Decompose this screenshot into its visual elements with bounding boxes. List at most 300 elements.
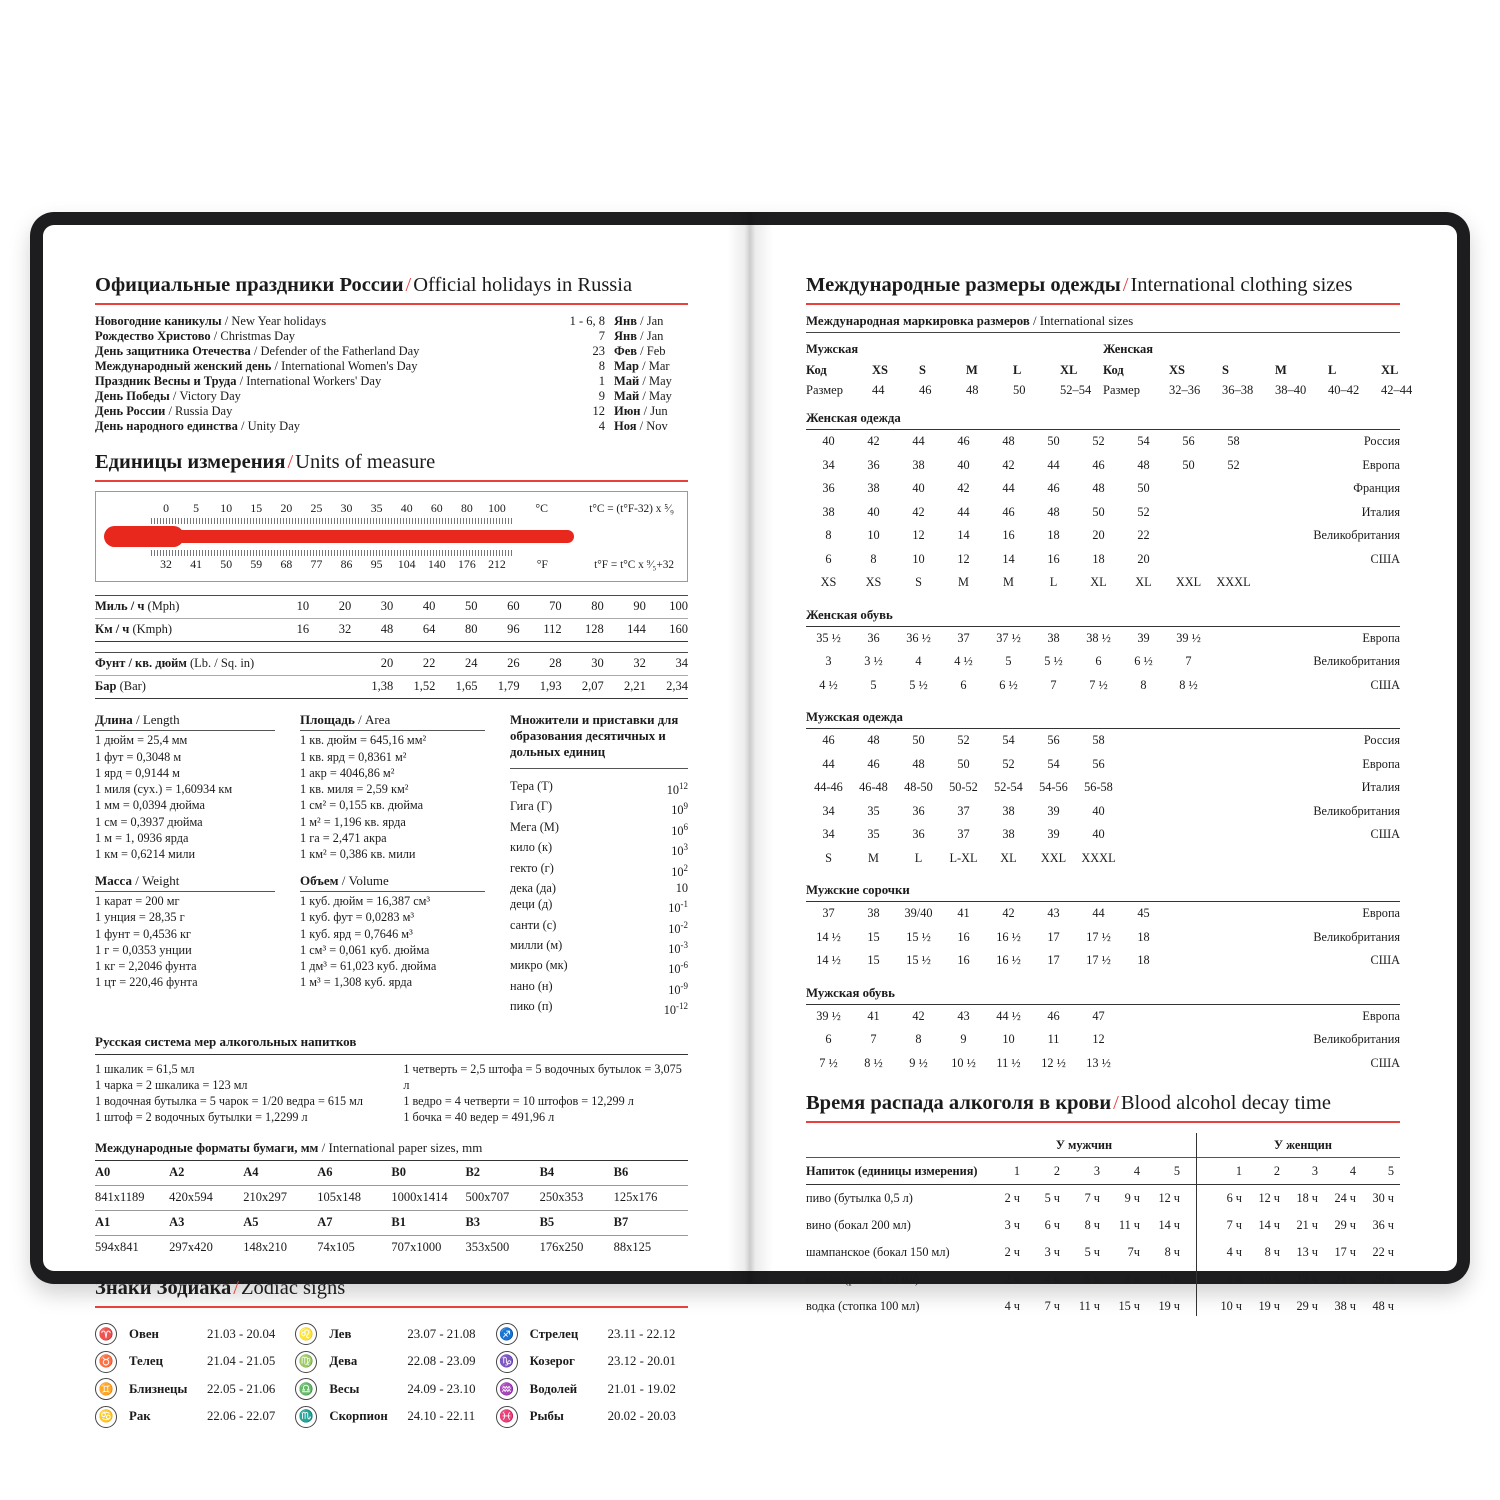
paper-format-values-row — [95, 1236, 688, 1260]
alcohol-measure-line: 1 чарка = 2 шкалика = 123 мл — [95, 1077, 248, 1092]
country-label: Италия — [1361, 780, 1400, 795]
size-cell: 50 — [1137, 481, 1150, 496]
length-list-line: 1 дюйм = 25,4 мм — [95, 733, 188, 748]
alcohol-measures-title — [95, 1034, 688, 1055]
zodiac-title — [95, 1276, 688, 1308]
paper-format-label: B3 — [465, 1215, 481, 1230]
men-hours-cell: 10 ч — [1158, 1272, 1180, 1286]
size-cell: S — [825, 850, 832, 865]
men-hours-cell: 19 ч — [1158, 1299, 1180, 1313]
clothing-title — [806, 273, 1400, 305]
men-hours-cell: 11 ч — [1118, 1218, 1140, 1232]
men-hours-cell: 8 ч — [1084, 1218, 1100, 1232]
fahrenheit-tick-marks — [151, 550, 512, 556]
women-hours-cell: 10 ч — [1220, 1299, 1242, 1313]
bar-row — [95, 676, 688, 699]
women-hours-cell: 19 ч — [1258, 1299, 1280, 1313]
clothing-size-row — [806, 1052, 1400, 1076]
zodiac-dates: 23.11 - 22.12 — [607, 1326, 676, 1341]
holiday-row — [95, 359, 688, 374]
size-cell: 18 — [1137, 953, 1150, 968]
length-mass-column — [95, 712, 300, 1019]
fahrenheit-tick-label: 50 — [220, 557, 233, 571]
zodiac-item — [95, 1375, 287, 1403]
fahrenheit-tick-label: 59 — [250, 557, 263, 571]
country-label: США — [1370, 827, 1400, 842]
decay-row — [806, 1266, 1400, 1293]
size-cell: 50-52 — [949, 780, 978, 795]
size-cell: 16 ½ — [996, 953, 1021, 968]
drink-name: водка (стопка 100 мл) — [806, 1299, 920, 1313]
clothing-size-row — [806, 571, 1400, 595]
paper-format-value: 594x841 — [95, 1240, 139, 1255]
unit-count: 4 — [1349, 1163, 1356, 1178]
celsius-tick-label: 0 — [163, 501, 169, 515]
holiday-date: 7 — [598, 329, 605, 343]
size-cell: 8 — [1140, 677, 1147, 692]
code-value: XL — [1060, 363, 1078, 377]
unit-count: 4 — [1133, 1163, 1140, 1178]
clothing-size-row — [806, 800, 1400, 824]
size-cell: 46 — [1047, 1008, 1060, 1023]
volume-list-title-ru: Объем — [300, 872, 339, 888]
prefix-exponent: 2 — [683, 862, 688, 873]
size-cell: 52-54 — [994, 780, 1023, 795]
women-hours-cell: 29 ч — [1296, 1299, 1318, 1313]
prefix-name: милли (м) — [510, 938, 563, 953]
clothing-section-label: Женская одежда — [806, 411, 1400, 430]
size-cell: 36 — [822, 481, 835, 496]
size-cell: 42 — [957, 481, 970, 496]
zodiac-item — [295, 1348, 487, 1376]
holiday-row — [95, 314, 688, 329]
size-cell: 38 — [1002, 827, 1015, 842]
zodiac-♑-icon: ♑ — [496, 1351, 518, 1373]
size-cell: 16 — [1047, 551, 1060, 566]
prefix-value: $10^{-6}$ — [668, 960, 688, 977]
size-cell: 46-48 — [859, 780, 888, 795]
clothing-section-label: Мужская одежда — [806, 710, 1400, 729]
right-page — [750, 225, 1457, 1313]
psi-row-value: 34 — [675, 656, 688, 670]
pressure-conversion-table — [95, 652, 688, 699]
size-cell: 56 — [1092, 756, 1105, 771]
clothing-size-row — [806, 501, 1400, 525]
volume-list-line: 1 дм³ = 61,023 куб. дюйма — [300, 959, 437, 974]
mass-list-line: 1 кг = 2,2046 фунта — [95, 959, 197, 974]
size-cell: 40 — [867, 504, 880, 519]
size-cell: XXL — [1040, 850, 1067, 865]
fahrenheit-tick-label: 95 — [370, 557, 383, 571]
size-cell: 15 ½ — [906, 953, 931, 968]
women-hours-cell: 22 ч — [1372, 1245, 1394, 1259]
mph-row-label: Миль / ч (Mph) — [95, 599, 180, 613]
celsius-tick-label: 40 — [400, 501, 413, 515]
bar-row-value: 1,93 — [539, 679, 562, 693]
paper-format-label: A4 — [243, 1165, 259, 1180]
prefix-exponent: -2 — [680, 919, 688, 930]
women-hours-cell: 18 ч — [1296, 1191, 1318, 1205]
size-cell: 16 — [957, 953, 970, 968]
mass-list-line: 1 фунт = 0,4536 кг — [95, 926, 191, 941]
alcohol-measures-title-ru: Русская система мер алкогольных напитков — [95, 1033, 357, 1049]
women-group-label: У женщин — [1274, 1137, 1332, 1152]
mph-row-value: 80 — [591, 599, 604, 613]
fahrenheit-tick-label: 77 — [310, 557, 323, 571]
area-list-line: 1 см² = 0,155 кв. дюйма — [300, 798, 424, 813]
prefix-row — [510, 896, 688, 916]
country-label: США — [1370, 953, 1400, 968]
men-hours-cell: 6 ч — [1044, 1218, 1060, 1232]
holidays-title — [95, 273, 688, 305]
size-cell: 50 — [912, 733, 925, 748]
zodiac-item — [295, 1320, 487, 1348]
paper-format-value: 250x353 — [539, 1190, 584, 1205]
size-cell: 46 — [1047, 481, 1060, 496]
zodiac-name: Рыбы — [529, 1409, 564, 1424]
mph-row-value: 60 — [507, 599, 520, 613]
size-cell: 8 ½ — [864, 1055, 883, 1070]
kmph-row-label: Км / ч (Kmph) — [95, 622, 173, 636]
size-value: 48 — [966, 383, 979, 397]
psi-row-label-ru: Фунт / кв. дюйм — [95, 656, 187, 670]
size-cell: 5 ½ — [909, 677, 928, 692]
holiday-month-ru: Фев — [614, 344, 638, 358]
holiday-name: Международный женский день / International Women's Day — [95, 359, 418, 373]
size-cell: M — [958, 575, 969, 590]
kmph-row-value: 144 — [627, 622, 646, 636]
mass-list-line: 1 карат = 200 мг — [95, 893, 180, 908]
length-list — [95, 712, 300, 863]
size-cell: 7 — [1185, 654, 1192, 669]
zodiac-♒-icon: ♒ — [496, 1378, 518, 1400]
alcohol-decay-title-ru: Время распада алкоголя в крови — [806, 1092, 1112, 1114]
holiday-list — [95, 314, 688, 434]
size-cell: 42 — [912, 1008, 925, 1023]
zodiac-item — [95, 1348, 287, 1376]
size-cell: XXL — [1175, 575, 1202, 590]
size-cell: XL — [1000, 850, 1017, 865]
units-title-ru: Единицы измерения — [95, 451, 286, 473]
women-hours-cell: 10 ч — [1258, 1272, 1280, 1286]
fahrenheit-unit: °F — [536, 557, 548, 571]
fahrenheit-tick-label: 176 — [458, 557, 476, 571]
size-cell: XS — [820, 575, 837, 590]
celsius-tick-label: 20 — [280, 501, 293, 515]
area-list-line: 1 га = 2,471 акра — [300, 831, 387, 846]
zodiac-item — [496, 1320, 688, 1348]
womens-marking — [1103, 339, 1413, 398]
size-cell: 46 — [957, 434, 970, 449]
psi-row-value: 24 — [464, 656, 478, 670]
size-cell: 4 — [915, 654, 922, 669]
unit-count: 3 — [1093, 1163, 1100, 1178]
prefix-exponent: -9 — [680, 980, 688, 991]
size-cell: 15 — [867, 953, 880, 968]
size-cell: 39 — [1047, 827, 1060, 842]
kmph-row-label-ru: Км / ч — [95, 622, 130, 636]
paper-format-label: A5 — [243, 1215, 259, 1230]
psi-row-value: 22 — [422, 656, 436, 670]
size-value: 50 — [1013, 383, 1026, 397]
size-cell: 14 — [1002, 551, 1015, 566]
paper-format-value: 841x1189 — [95, 1190, 145, 1205]
prefixes-title: Множители и приставки для образования десятичных и дольных единиц — [510, 713, 679, 759]
length-list-line: 1 см = 0,3937 дюйма — [95, 814, 203, 829]
fahrenheit-tick-label: 104 — [397, 557, 416, 571]
zodiac-name: Овен — [129, 1326, 159, 1341]
zodiac-name: Телец — [129, 1354, 163, 1369]
paper-format-value: 176x250 — [539, 1240, 584, 1255]
prefix-value: $10^2$ — [671, 862, 688, 879]
country-label: Европа — [1362, 630, 1400, 645]
zodiac-dates: 24.09 - 23.10 — [407, 1381, 476, 1396]
men-hours-cell: 7 ч — [1044, 1299, 1060, 1313]
kmph-row-value: 32 — [338, 622, 352, 636]
zodiac-♌-icon: ♌ — [295, 1323, 317, 1345]
pages-spread — [43, 225, 1457, 1424]
clothing-size-row — [806, 1028, 1400, 1052]
men-group-label: У мужчин — [1055, 1137, 1113, 1152]
clothing-section-label: Женская обувь — [806, 608, 1400, 627]
size-cell: XL — [1135, 575, 1152, 590]
mens-marking-label: Мужская — [806, 342, 859, 356]
celsius-tick-label: 5 — [193, 501, 200, 515]
paper-format-label: B5 — [539, 1215, 555, 1230]
mph-row-value: 100 — [669, 599, 688, 613]
country-label: Россия — [1363, 733, 1400, 748]
paper-format-value: 500x707 — [465, 1190, 510, 1205]
size-cell: 52 — [1227, 457, 1240, 472]
size-cell: 47 — [1092, 1008, 1105, 1023]
kmph-row-value: 48 — [380, 622, 394, 636]
men-hours-cell: 6 ч — [1084, 1272, 1100, 1286]
bar-row-value: 2,21 — [623, 679, 646, 693]
paper-format-labels-row — [95, 1161, 688, 1186]
area-list-line: 1 кв. миля = 2,59 км² — [300, 782, 409, 797]
size-cell: 40 — [1092, 803, 1105, 818]
code-value: XL — [1381, 363, 1399, 377]
size-cell: 5 ½ — [1044, 654, 1063, 669]
holiday-date: 4 — [598, 419, 605, 433]
size-cell: 14 ½ — [816, 929, 841, 944]
clothing-size-row — [806, 548, 1400, 572]
fahrenheit-tick-label: 41 — [190, 557, 203, 571]
clothing-size-row — [806, 627, 1400, 651]
size-value: 32–36 — [1169, 383, 1201, 397]
alcohol-measure-line: 1 шкалик = 61,5 мл — [95, 1061, 195, 1076]
holiday-name-ru: День народного единства — [95, 419, 238, 433]
holiday-row — [95, 404, 688, 419]
size-cell: 40 — [1092, 827, 1105, 842]
size-cell: 54 — [1002, 733, 1015, 748]
prefix-exponent: 6 — [683, 821, 688, 832]
clothing-size-sections — [806, 411, 1400, 1075]
zodiac-♍-icon: ♍ — [295, 1351, 317, 1373]
size-cell: 13 ½ — [1086, 1055, 1111, 1070]
length-list-title: Длина / Length — [95, 712, 275, 731]
fahrenheit-tick-label: 212 — [488, 557, 506, 571]
holiday-month-ru: Ноя — [614, 419, 637, 433]
zodiac-dates: 24.10 - 22.11 — [407, 1409, 476, 1424]
size-cell: 34 — [822, 803, 835, 818]
zodiac-title-en: Zodiac signs — [241, 1277, 346, 1300]
zodiac-item — [496, 1375, 688, 1403]
drink-name: пиво (бутылка 0,5 л) — [806, 1191, 913, 1205]
clothing-size-row — [806, 902, 1400, 926]
prefix-name: Мега (М) — [510, 819, 559, 834]
paper-format-value: 210x297 — [243, 1190, 287, 1205]
size-cell: 38 — [912, 457, 925, 472]
mass-list-title: Масса / Weight — [95, 873, 275, 892]
size-cell: 46 — [1092, 457, 1105, 472]
size-cell: 44 — [957, 504, 970, 519]
alcohol-measures-column — [95, 1061, 403, 1126]
holiday-row — [95, 389, 688, 404]
mens-marking — [806, 339, 1103, 398]
fahrenheit-tick-label: 32 — [160, 557, 172, 571]
size-cell: 39 — [1047, 803, 1060, 818]
women-hours-cell: 24 ч — [1334, 1191, 1356, 1205]
size-cell: 38 — [1047, 630, 1060, 645]
celsius-tick-label: 60 — [430, 501, 443, 515]
alcohol-measure-line: 1 бочка = 40 ведер = 491,96 л — [403, 1110, 555, 1125]
size-cell: 7 — [870, 1032, 877, 1047]
paper-format-label: A6 — [317, 1165, 333, 1180]
zodiac-♈-icon: ♈ — [95, 1323, 117, 1345]
size-cell: 18 — [1137, 929, 1150, 944]
size-cell: 36 — [912, 803, 925, 818]
prefix-name: микро (мк) — [510, 958, 568, 973]
prefix-value: $10^6$ — [671, 821, 688, 838]
holiday-row — [95, 374, 688, 389]
size-cell: 20 — [1137, 551, 1150, 566]
size-cell: 20 — [1092, 528, 1105, 543]
size-cell: 3 ½ — [864, 654, 883, 669]
fahrenheit-tick-label: 140 — [427, 557, 446, 571]
size-cell: 10 — [1002, 1032, 1015, 1047]
clothing-title-ru: Международные размеры одежды — [806, 274, 1121, 296]
zodiac-dates: 23.07 - 21.08 — [407, 1326, 476, 1341]
paper-format-value: 353x500 — [465, 1240, 510, 1255]
code-value: L — [1328, 363, 1337, 377]
marking-title-en: International sizes — [1039, 314, 1134, 328]
mens-marking-sizes-row — [806, 383, 1103, 398]
holiday-month: Май / May — [614, 374, 672, 388]
volume-list-title: Объем / Volume — [300, 873, 485, 892]
size-cell: S — [915, 575, 922, 590]
length-list-line: 1 мм = 0,0394 дюйма — [95, 798, 205, 813]
size-cell: XXXL — [1216, 575, 1251, 590]
size-cell: 42 — [867, 434, 880, 449]
psi-row-value: 26 — [507, 656, 520, 670]
units-title — [95, 450, 688, 482]
unit-count: 2 — [1273, 1163, 1280, 1178]
paper-format-value: 707x1000 — [391, 1240, 442, 1255]
size-cell: 38 — [867, 481, 880, 496]
size-cell: 35 ½ — [816, 630, 841, 645]
women-hours-cell: 21 ч — [1334, 1272, 1356, 1286]
mass-list-line: 1 г = 0,0353 унции — [95, 942, 192, 957]
zodiac-name: Лев — [329, 1326, 352, 1341]
kmph-row — [95, 619, 688, 642]
volume-list-line: 1 куб. фут = 0,0283 м³ — [300, 910, 415, 925]
mass-list-line: 1 унция = 28,35 г — [95, 910, 185, 925]
left-page — [43, 225, 750, 1424]
prefix-row — [510, 998, 688, 1018]
size-cell: 44 — [822, 756, 835, 771]
length-list-line: 1 ярд = 0,9144 м — [95, 765, 180, 780]
size-cell: 56 — [1047, 733, 1060, 748]
zodiac-name: Рак — [129, 1409, 151, 1424]
area-volume-column — [300, 712, 510, 1019]
paper-format-label: A2 — [169, 1165, 185, 1180]
size-cell: 5 — [1005, 654, 1012, 669]
paper-sizes-title-ru: Международные форматы бумаги, мм — [95, 1140, 319, 1156]
zodiac-♉-icon: ♉ — [95, 1351, 117, 1373]
holiday-name-ru: День Победы — [95, 389, 170, 403]
alcohol-measures-column — [403, 1061, 688, 1126]
area-list-line: 1 км² = 0,386 кв. мили — [300, 847, 416, 862]
zodiac-♋-icon: ♋ — [95, 1406, 117, 1428]
prefix-exponent: -12 — [676, 1001, 688, 1012]
length-list-line: 1 км = 0,6214 мили — [95, 847, 196, 862]
size-cell: 8 — [825, 528, 832, 543]
men-hours-cell: 7ч — [1127, 1245, 1140, 1259]
size-cell: 17 — [1047, 929, 1060, 944]
size-cell: 52 — [1002, 756, 1015, 771]
mass-list — [95, 873, 300, 991]
women-hours-cell: 48 ч — [1372, 1299, 1394, 1313]
prefix-name: кило (к) — [510, 840, 553, 855]
size-cell: 34 — [822, 827, 835, 842]
size-cell: 46 — [822, 733, 835, 748]
zodiac-title-ru: Знаки Зодиака — [95, 1277, 232, 1300]
size-cell: 16 ½ — [996, 929, 1021, 944]
title-slash: / — [233, 1277, 239, 1300]
size-cell: 42 — [1002, 906, 1015, 921]
volume-list-line: 1 м³ = 1,308 куб. ярда — [300, 975, 413, 990]
size-cell: 6 ½ — [1134, 654, 1153, 669]
prefix-row — [510, 880, 688, 896]
size-cell: 11 — [1047, 1032, 1060, 1047]
decay-row — [806, 1212, 1400, 1239]
men-hours-cell: 4 ч — [1004, 1299, 1020, 1313]
men-hours-cell: 15 ч — [1118, 1299, 1140, 1313]
prefix-value: $10^{-2}$ — [668, 919, 688, 936]
unit-count: 3 — [1311, 1163, 1318, 1178]
kmph-row-value: 16 — [296, 622, 310, 636]
clothing-size-row — [806, 430, 1400, 454]
size-cell: 7 ½ — [819, 1055, 838, 1070]
clothing-size-row — [806, 729, 1400, 753]
holiday-name: День России / Russia Day — [95, 404, 233, 418]
holiday-date: 9 — [598, 389, 605, 403]
kmph-row-value: 96 — [507, 622, 520, 636]
unit-count: 1 — [1235, 1163, 1242, 1178]
code-label: Код — [1103, 363, 1124, 377]
length-list-line: 1 миля (сух.) = 1,60934 км — [95, 782, 233, 797]
country-label: Европа — [1362, 906, 1400, 921]
size-cell: 50 — [957, 756, 970, 771]
celsius-unit: °C — [535, 501, 548, 515]
prefix-name: дека (да) — [510, 880, 556, 895]
country-label: Европа — [1362, 756, 1400, 771]
size-cell: 36 — [912, 827, 925, 842]
women-hours-cell: 13 ч — [1296, 1272, 1318, 1286]
women-hours-cell: 17 ч — [1334, 1245, 1356, 1259]
clothing-title-en: International clothing sizes — [1130, 274, 1353, 296]
